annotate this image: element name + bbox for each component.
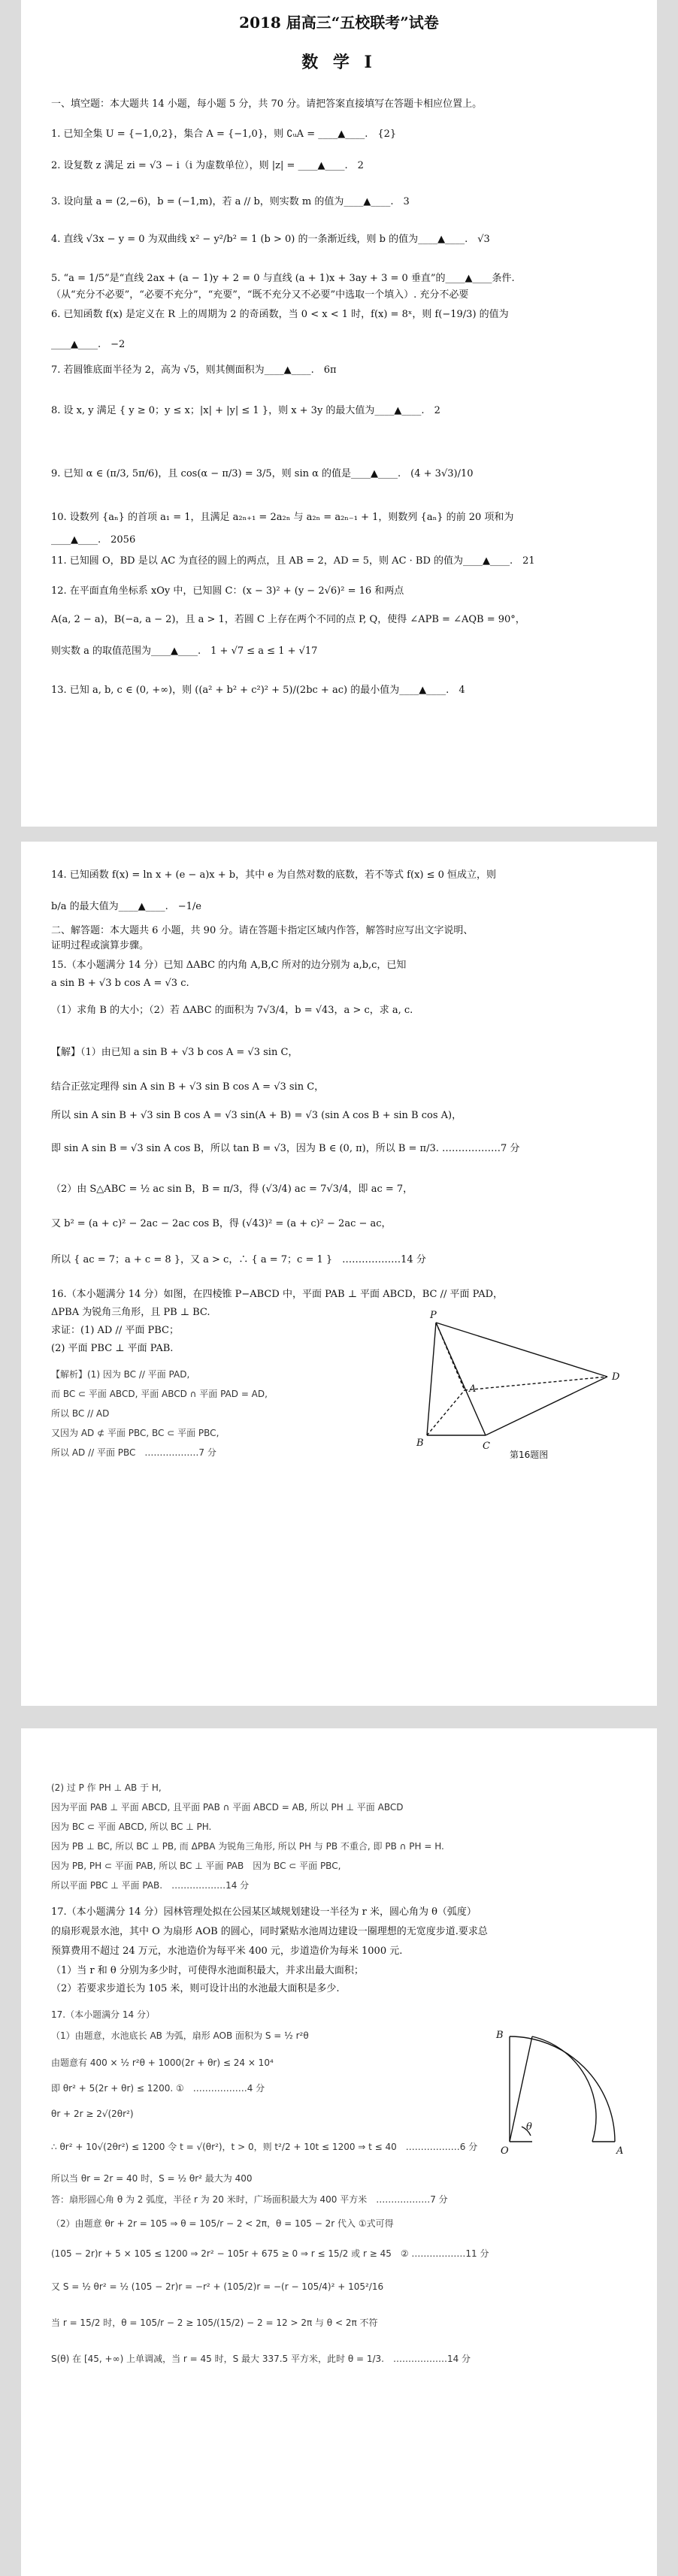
question-14-answer: b/a 的最大值为____▲____. −1/e: [51, 901, 201, 912]
figure-16-label-a: A: [469, 1383, 477, 1395]
solution-15-line-7: 所以 { ac = 7；a + c = 8 }，又 a > c，∴ { a = 7；c = 1 } ………………14 分: [51, 1254, 426, 1265]
solution-16-line-5: 所以 AD // 平面 PBC ………………7 分: [51, 1447, 216, 1458]
question-6: 6. 已知函数 f(x) 是定义在 R 上的周期为 2 的奇函数，当 0 < x < 1 时，f(x) = 8ˣ，则 f(−19/3) 的值为: [51, 309, 509, 320]
figure-16-label-p: P: [430, 1310, 437, 1321]
solution-17-line-12: S(θ) 在 [45, +∞) 上单调减，当 r = 45 时，S 最大 337.5 平方米，此时 θ = 1/3. ………………14 分: [51, 2354, 471, 2364]
solution-17-line-2: 由题意有 400 × ½ r²θ + 1000(2r + θr) ≤ 24 × 10⁴: [51, 2057, 274, 2068]
question-3: 3. 设向量 a = (2,−6)，b = (−1,m)，若 a // b，则实数 m 的值为____▲____. 3: [51, 196, 410, 207]
solution-17-title: 17.（本小题满分 14 分）: [51, 2009, 155, 2020]
question-12-cont: A(a, 2 − a)，B(−a, a − 2)，且 a > 1，若圆 C 上存在两个不同的点 P, Q，使得 ∠APB = ∠AQB = 90°，: [51, 614, 525, 625]
figure-17-label-o: O: [501, 2145, 509, 2157]
question-1: 1. 已知全集 U = {−1,0,2}，集合 A = {−1,0}，则 ∁ᵤA = ____▲____. {2}: [51, 128, 397, 140]
solution-16-line-2: 而 BC ⊂ 平面 ABCD, 平面 ABCD ∩ 平面 PAD = AD,: [51, 1389, 268, 1399]
section-1-instructions: 一、填空题：本大题共 14 小题，每小题 5 分，共 70 分。请把答案直接填写在答题卡相应位置上。: [51, 98, 483, 110]
solution-15-line-1: 【解】（1）由已知 a sin B + √3 b cos A = √3 sin C，: [51, 1047, 298, 1058]
question-17-cont-1: 的扇形观景水池，其中 O 为扇形 AOB 的圆心，同时紧贴水池周边建设一圈理想的无宽度步道.要求总: [51, 1926, 488, 1937]
section-2-instructions: 二、解答题：本大题共 6 小题，共 90 分。请在答题卡指定区域内作答，解答时应写出文字说明、: [51, 925, 474, 936]
question-12: 12. 在平面直角坐标系 xOy 中，已知圆 C：(x − 3)² + (y − 2√6)² = 16 和两点: [51, 585, 404, 597]
solution-16-line-1: 【解析】(1) 因为 BC // 平面 PAD,: [51, 1369, 190, 1380]
question-17-part-2: （2）若要求步道长为 105 米，则可设计出的水池最大面积是多少.: [51, 1983, 340, 1994]
question-5-options: （从“充分不必要”，“必要不充分”，“充要”，“既不充分又不必要”中选取一个填入）. 充分不必要: [51, 289, 469, 301]
figure-16-caption: 第16题图: [510, 1450, 549, 1460]
figure-17-label-theta: θ: [526, 2121, 532, 2133]
question-16-prove-1: 求证：(1) AD // 平面 PBC；: [51, 1325, 180, 1336]
section-2-instructions-cont: 证明过程或演算步骤。: [51, 940, 150, 951]
solution-17-line-9: (105 − 2r)r + 5 × 105 ≤ 1200 ⇒ 2r² − 105r + 675 ≥ 0 ⇒ r ≤ 15/2 或 r ≥ 45 ② ………………11 分: [51, 2248, 489, 2259]
question-15: 15.（本小题满分 14 分）已知 ΔABC 的内角 A,B,C 所对的边分别为 a,b,c，已知: [51, 960, 407, 971]
solution-17-line-6: 所以当 θr = 2r = 40 时，S = ½ θr² 最大为 400: [51, 2173, 253, 2184]
question-15-parts: （1）求角 B 的大小；（2）若 ΔABC 的面积为 7√3/4，b = √43，a > c，求 a, c.: [51, 1005, 413, 1016]
solution-16-line-3: 所以 BC // AD: [51, 1408, 110, 1419]
solution-16-line-4: 又因为 AD ⊄ 平面 PBC, BC ⊂ 平面 PBC,: [51, 1428, 219, 1438]
figure-16-label-d: D: [612, 1371, 620, 1383]
solution-15-line-3: 所以 sin A sin B + √3 sin B cos A = √3 sin(A + B) = √3 (sin A cos B + sin B cos A)，: [51, 1110, 462, 1121]
solution-15-line-6: 又 b² = (a + c)² − 2ac − 2ac cos B，得 (√43)² = (a + c)² − 2ac − ac，: [51, 1218, 392, 1229]
question-16: 16.（本小题满分 14 分）如图，在四棱锥 P−ABCD 中，平面 PAB ⊥ 平面 ABCD，BC // 平面 PAD，: [51, 1289, 504, 1300]
question-15-equation: a sin B + √3 b cos A = √3 c.: [51, 978, 189, 989]
question-14: 14. 已知函数 f(x) = ln x + (e − a)x + b，其中 e 为自然对数的底数，若不等式 f(x) ≤ 0 恒成立，则: [51, 869, 497, 881]
solution-16-line-8: 因为 BC ⊂ 平面 ABCD, 所以 BC ⊥ PH.: [51, 1822, 212, 1832]
question-5: 5. “a = 1/5”是“直线 2ax + (a − 1)y + 2 = 0 与直线 (a + 1)x + 3ay + 3 = 0 垂直”的____▲____条件.: [51, 273, 515, 284]
solution-16-line-10: 因为 PB, PH ⊂ 平面 PAB, 所以 BC ⊥ 平面 PAB 因为 BC ⊂ 平面 PBC,: [51, 1861, 341, 1871]
solution-17-line-10: 又 S = ½ θr² = ½ (105 − 2r)r = −r² + (105/2)r = −(r − 105/4)² + 105²/16: [51, 2281, 384, 2292]
question-17: 17.（本小题满分 14 分）园林管理处拟在公园某区域规划建设一半径为 r 米，圆心角为 θ（弧度）: [51, 1906, 477, 1918]
question-4: 4. 直线 √3x − y = 0 为双曲线 x² − y²/b² = 1 (b > 0) 的一条渐近线，则 b 的值为____▲____. √3: [51, 234, 490, 245]
figure-16-label-b: B: [416, 1438, 424, 1449]
exam-page-1: [21, 0, 657, 827]
exam-title: 2018 届高三“五校联考”试卷: [239, 14, 439, 32]
solution-15-line-5: （2）由 S△ABC = ½ ac sin B，B = π/3，得 (√3/4) ac = 7√3/4，即 ac = 7，: [51, 1184, 413, 1195]
question-16-cont: ΔPBA 为锐角三角形，且 PB ⊥ BC.: [51, 1307, 210, 1318]
question-13: 13. 已知 a, b, c ∈ (0, +∞)，则 ((a² + b² + c²)² + 5)/(2bc + ac) 的最小值为____▲____. 4: [51, 685, 465, 696]
question-16-prove-2: (2) 平面 PBC ⊥ 平面 PAB.: [51, 1343, 174, 1354]
question-2: 2. 设复数 z 满足 zi = √3 − i（i 为虚数单位），则 |z| = ____▲____. 2: [51, 160, 364, 171]
question-12-answer: 则实数 a 的取值范围为____▲____. 1 + √7 ≤ a ≤ 1 + √17: [51, 646, 318, 657]
solution-17-line-3: 即 θr² + 5(2r + θr) ≤ 1200. ① ………………4 分: [51, 2083, 265, 2094]
question-11: 11. 已知圆 O，BD 是以 AC 为直径的圆上的两点，且 AB = 2，AD = 5，则 AC · BD 的值为____▲____. 21: [51, 555, 535, 567]
question-17-cont-2: 预算费用不超过 24 万元，水池造价为每平米 400 元，步道造价为每米 1000 元.: [51, 1946, 403, 1957]
question-8: 8. 设 x, y 满足 { y ≥ 0；y ≤ x；|x| + |y| ≤ 1 }，则 x + 3y 的最大值为____▲____. 2: [51, 405, 440, 416]
figure-17-label-a: A: [616, 2145, 624, 2157]
solution-17-line-5: ∴ θr² + 10√(2θr²) ≤ 1200 令 t = √(θr²)，t > 0，则 t²/2 + 10t ≤ 1200 ⇒ t ≤ 40 ………………6 分: [51, 2142, 478, 2152]
question-6-answer: ____▲____. −2: [51, 339, 126, 350]
solution-17-line-11: 当 r = 15/2 时，θ = 105/r − 2 ≥ 105/(15/2) − 2 = 12 > 2π 与 θ < 2π 不符: [51, 2317, 378, 2328]
question-10: 10. 设数列 {aₙ} 的首项 a₁ = 1，且满足 a₂ₙ₊₁ = 2a₂ₙ 与 a₂ₙ = a₂ₙ₋₁ + 1，则数列 {aₙ} 的前 20 项和为: [51, 512, 514, 523]
solution-17-line-7: 答：扇形圆心角 θ 为 2 弧度，半径 r 为 20 米时，广场面积最大为 400 平方米 ………………7 分: [51, 2194, 448, 2205]
solution-17-line-1: （1）由题意，水池底长 AB 为弧，扇形 AOB 面积为 S = ½ r²θ: [51, 2030, 309, 2041]
question-17-part-1: （1）当 r 和 θ 分别为多少时，可使得水池面积最大，并求出最大面积；: [51, 1965, 364, 1976]
figure-16-pyramid: [397, 1308, 645, 1473]
solution-17-line-8: （2）由题意 θr + 2r = 105 ⇒ θ = 105/r − 2 < 2π，θ = 105 − 2r 代入 ①式可得: [51, 2218, 394, 2229]
solution-15-line-2: 结合正弦定理得 sin A sin B + √3 sin B cos A = √3 sin C，: [51, 1081, 325, 1093]
solution-17-line-4: θr + 2r ≥ 2√(2θr²): [51, 2109, 134, 2119]
figure-16-label-c: C: [483, 1441, 490, 1452]
question-9: 9. 已知 α ∈ (π/3, 5π/6)，且 cos(α − π/3) = 3/5，则 sin α 的值是____▲____. (4 + 3√3)/10: [51, 468, 474, 479]
question-7: 7. 若圆锥底面半径为 2，高为 √5，则其侧面积为____▲____. 6π: [51, 364, 337, 376]
exam-page-3: [21, 1728, 657, 2576]
figure-17-label-b: B: [496, 2030, 504, 2041]
solution-15-line-4: 即 sin A sin B = √3 sin A cos B，所以 tan B = √3，因为 B ∈ (0, π)，所以 B = π/3. ………………7 分: [51, 1143, 520, 1154]
figure-17-sector: [487, 2021, 637, 2157]
solution-16-line-6: (2) 过 P 作 PH ⊥ AB 于 H,: [51, 1782, 162, 1793]
question-10-answer: ____▲____. 2056: [51, 534, 136, 546]
solution-16-line-9: 因为 PB ⊥ BC, 所以 BC ⊥ PB, 而 ΔPBA 为锐角三角形, 所以 PH 与 PB 不重合, 即 PB ∩ PH = H.: [51, 1841, 444, 1852]
solution-16-line-7: 因为平面 PAB ⊥ 平面 ABCD, 且平面 PAB ∩ 平面 ABCD = AB, 所以 PH ⊥ 平面 ABCD: [51, 1802, 404, 1813]
exam-subject: 数 学 I: [301, 53, 377, 72]
solution-16-line-11: 所以平面 PBC ⊥ 平面 PAB. ………………14 分: [51, 1880, 250, 1891]
exam-page-2: [21, 842, 657, 1706]
